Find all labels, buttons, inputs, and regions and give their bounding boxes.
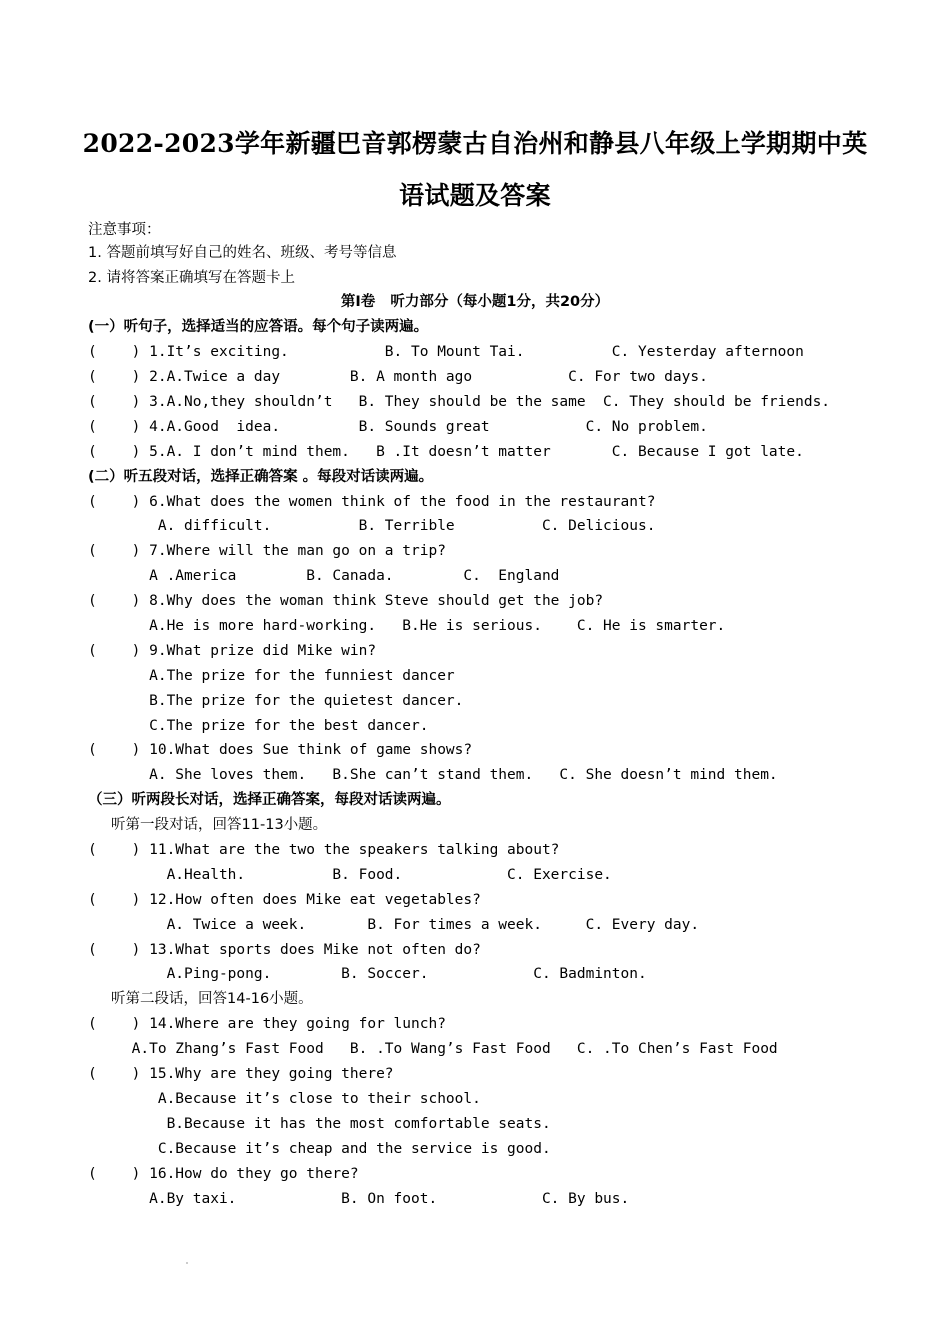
question-14: ( ) 14.Where are they going for lunch? (88, 1016, 446, 1032)
question-15: ( ) 15.Why are they going there? (88, 1066, 394, 1082)
question-7: ( ) 7.Where will the man go on a trip? (88, 543, 446, 559)
question-14-options: A.To Zhang’s Fast Food B. .To Wang’s Fast Food C. .To Chen’s Fast Food (88, 1041, 778, 1057)
question-9-option-b: B.The prize for the quietest dancer. (88, 693, 464, 709)
question-15-option-b: B.Because it has the most comfortable seats. (88, 1116, 551, 1132)
question-12: ( ) 12.How often does Mike eat vegetables? (88, 892, 481, 908)
question-12-options: A. Twice a week. B. For times a week. C. Every day. (88, 917, 700, 933)
question-9-option-a: A.The prize for the funniest dancer (88, 668, 455, 684)
question-5: ( ) 5.A. I don’t mind them. B .It doesn’t matter C. Because I got late. (88, 444, 804, 460)
conversation-1-label: 听第一段对话，回答11-13小题。 (88, 817, 328, 833)
question-9: ( ) 9.What prize did Mike win? (88, 643, 377, 659)
conversation-2-label: 听第二段话，回答14-16小题。 (88, 991, 313, 1007)
page-speck (186, 1262, 188, 1264)
question-13: ( ) 13.What sports does Mike not often do? (88, 942, 481, 958)
question-16-options: A.By taxi. B. On foot. C. By bus. (88, 1191, 630, 1207)
notes-heading: 注意事项： (88, 222, 161, 238)
question-15-option-c: C.Because it’s cheap and the service is good. (88, 1141, 551, 1157)
question-11: ( ) 11.What are the two the speakers talking about? (88, 842, 560, 858)
question-13-options: A.Ping-pong. B. Soccer. C. Badminton. (88, 966, 647, 982)
question-16: ( ) 16.How do they go there? (88, 1166, 359, 1182)
question-8-options: A.He is more hard-working. B.He is serious. C. He is smarter. (88, 618, 726, 634)
part2-heading: (二）听五段对话，选择正确答案 。每段对话读两遍。 (88, 469, 434, 485)
notes-item-1: 1. 答题前填写好自己的姓名、班级、考号等信息 (88, 245, 397, 261)
question-11-options: A.Health. B. Food. C. Exercise. (88, 867, 612, 883)
question-4: ( ) 4.A.Good idea. B. Sounds great C. No problem. (88, 419, 708, 435)
section-heading: 第Ⅰ卷 听力部分（每小题1分，共20分） (340, 294, 610, 310)
question-15-option-a: A.Because it’s close to their school. (88, 1091, 481, 1107)
exam-title-line2: 语试题及答案 (399, 181, 551, 210)
question-2: ( ) 2.A.Twice a day B. A month ago C. For two days. (88, 369, 708, 385)
exam-title-line1: 2022-2023学年新疆巴音郭楞蒙古自治州和静县八年级上学期期中英 (82, 129, 868, 158)
question-3: ( ) 3.A.No,they shouldn’t B. They should be the same C. They should be friends. (88, 394, 831, 410)
question-1: ( ) 1.It’s exciting. B. To Mount Tai. C. Yesterday afternoon (88, 344, 804, 360)
part1-heading: (一）听句子，选择适当的应答语。每个句子读两遍。 (88, 319, 429, 335)
question-10-options: A. She loves them. B.She can’t stand them. C. She doesn’t mind them. (88, 767, 778, 783)
question-6: ( ) 6.What does the women think of the food in the restaurant? (88, 494, 656, 510)
question-9-option-c: C.The prize for the best dancer. (88, 718, 429, 734)
part3-heading: （三）听两段长对话，选择正确答案，每段对话读两遍。 (88, 792, 451, 808)
question-7-options: A .America B. Canada. C. England (88, 568, 560, 584)
question-6-options: A. difficult. B. Terrible C. Delicious. (88, 518, 656, 534)
question-8: ( ) 8.Why does the woman think Steve should get the job? (88, 593, 604, 609)
notes-item-2: 2. 请将答案正确填写在答题卡上 (88, 270, 295, 286)
question-10: ( ) 10.What does Sue think of game shows? (88, 742, 473, 758)
